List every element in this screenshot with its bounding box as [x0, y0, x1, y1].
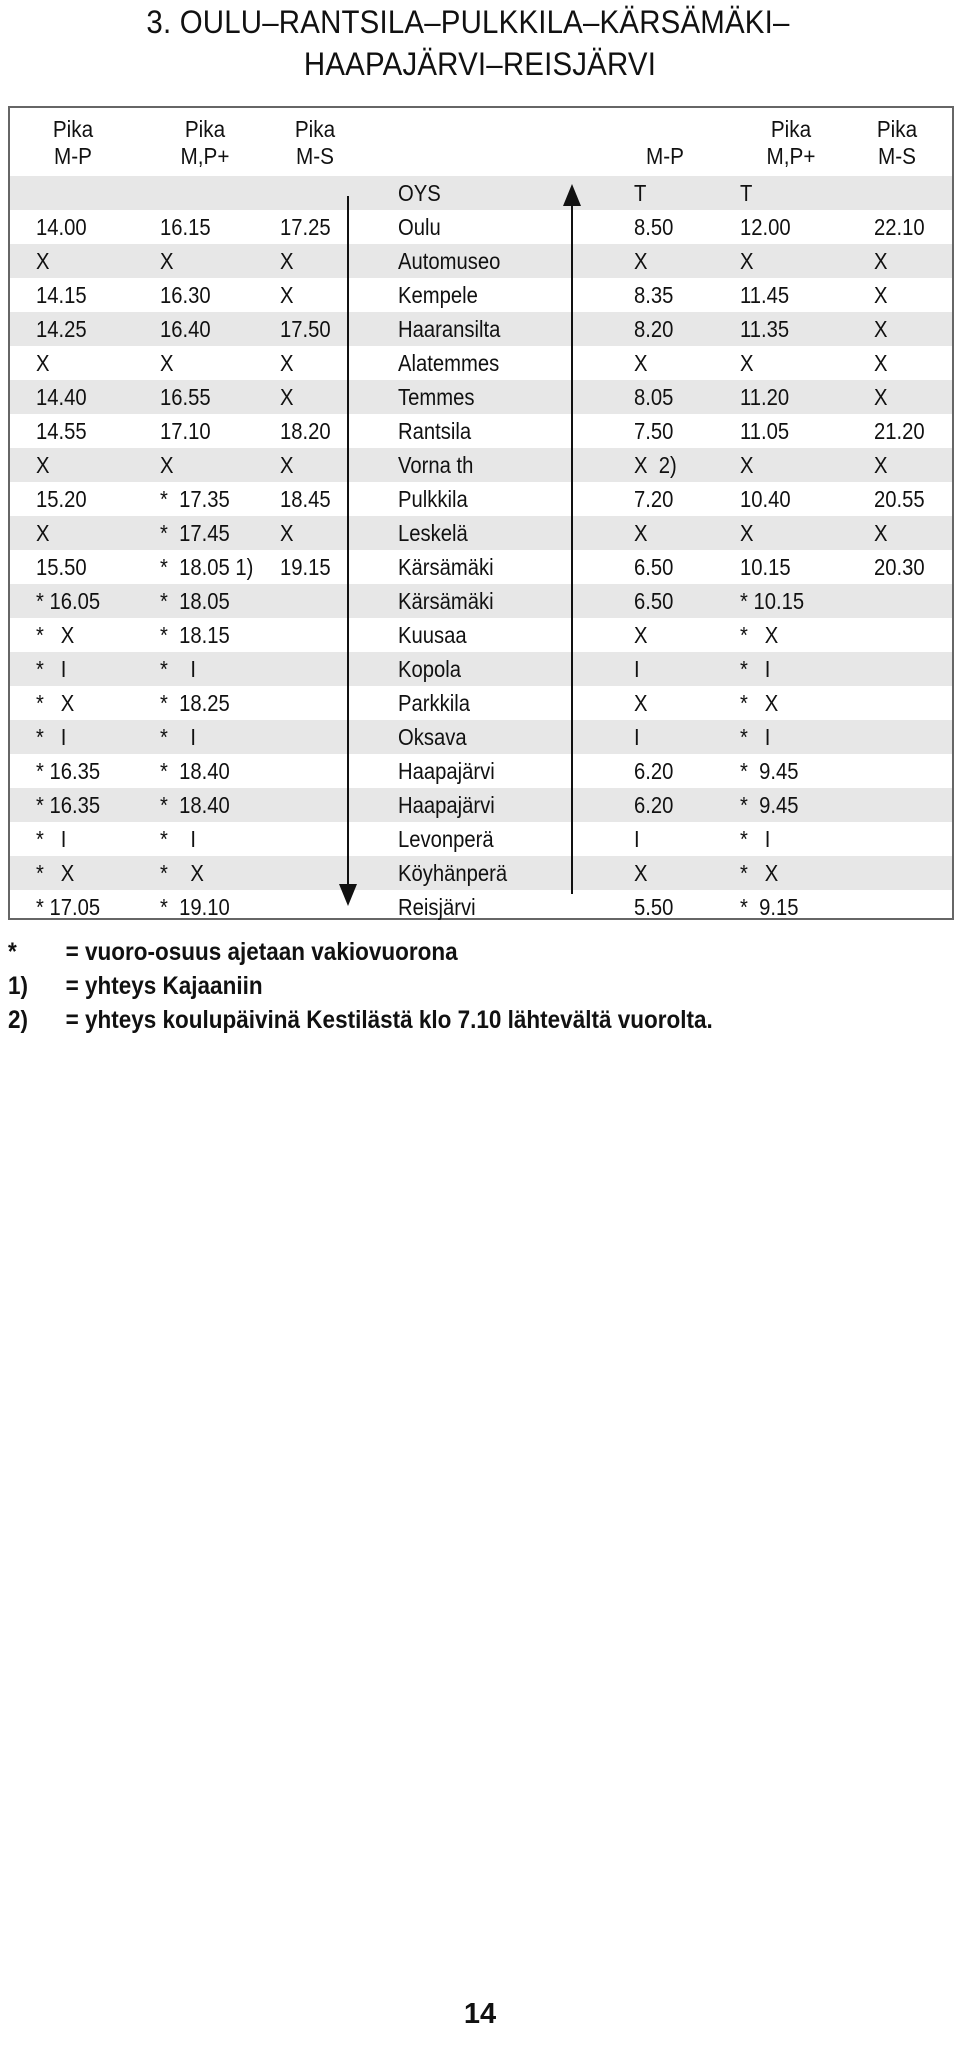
time-cell-c1: X	[36, 520, 50, 546]
time-cell-r3: X	[874, 282, 888, 308]
arrow-down-line	[347, 196, 349, 886]
header-col-r2	[751, 116, 832, 170]
time-cell-r3: 20.30	[874, 554, 925, 580]
time-cell-c1: 15.50	[36, 554, 87, 580]
legend-text: = yhteys koulupäivinä Kestilästä klo 7.10 lähtevältä vuorolta.	[65, 1006, 713, 1034]
stop-name: Kempele	[398, 282, 478, 308]
header-col-2-line-2: M,P+	[180, 143, 230, 169]
table-row	[10, 788, 952, 822]
time-cell-r2: 10.40	[740, 486, 791, 512]
time-cell-r3: 20.55	[874, 486, 925, 512]
time-cell-c2: * 18.05	[160, 588, 230, 614]
time-cell-c1: * I	[36, 724, 67, 750]
time-cell-r3: X	[874, 520, 888, 546]
time-cell-r1: X	[634, 350, 648, 376]
time-cell-c1: 14.15	[36, 282, 87, 308]
legend-symbol: 2)	[8, 1006, 29, 1034]
legend-text: = vuoro-osuus ajetaan vakiovuorona	[65, 938, 458, 966]
time-cell-r1: I	[634, 826, 640, 852]
table-row	[10, 686, 952, 720]
time-cell-c1: * 16.35	[36, 792, 101, 818]
time-cell-c2: * 18.05 1)	[160, 554, 254, 580]
time-cell-r1: 8.35	[634, 282, 674, 308]
time-cell-c2: X	[160, 350, 174, 376]
time-cell-c2: 16.30	[160, 282, 211, 308]
page-title-line-2: HAAPAJÄRVI–REISJÄRVI	[303, 46, 657, 82]
time-cell-c2: * 19.10	[160, 894, 230, 920]
header-col-2	[165, 116, 246, 170]
time-cell-c1: * 17.05	[36, 894, 101, 920]
stop-name: Vorna th	[398, 452, 474, 478]
time-cell-r2: 11.05	[740, 418, 790, 444]
time-cell-c3: X	[280, 282, 294, 308]
table-row	[10, 482, 952, 516]
time-cell-c2: * I	[160, 724, 196, 750]
time-cell-r1: 6.20	[634, 792, 674, 818]
header-col-3-line-1: Pika	[294, 116, 336, 142]
time-cell-c1: * I	[36, 826, 67, 852]
time-cell-r2: * 10.15	[740, 588, 805, 614]
legend-item	[8, 1006, 818, 1038]
time-cell-c1: 14.25	[36, 316, 87, 342]
time-cell-r1: X	[634, 860, 648, 886]
table-row	[10, 210, 952, 244]
table-row	[10, 380, 952, 414]
table-row	[10, 754, 952, 788]
time-cell-r2: 12.00	[740, 214, 791, 240]
stop-name: Haapajärvi	[398, 792, 495, 818]
time-cell-r1: 8.05	[634, 384, 674, 410]
time-cell-r1: 5.50	[634, 894, 674, 920]
time-cell-r2: 11.35	[740, 316, 790, 342]
time-cell-c2: * 18.25	[160, 690, 230, 716]
stop-name: Parkkila	[398, 690, 470, 716]
table-row	[10, 584, 952, 618]
time-cell-c2: X	[160, 248, 174, 274]
time-cell-r1: X	[634, 248, 648, 274]
time-cell-r2: * I	[740, 826, 771, 852]
time-cell-c3: 19.15	[280, 554, 331, 580]
header-col-1-line-1: Pika	[52, 116, 94, 142]
table-row	[10, 414, 952, 448]
time-cell-r1: I	[634, 724, 640, 750]
time-cell-r1: 8.50	[634, 214, 674, 240]
stop-name: Reisjärvi	[398, 894, 476, 920]
stop-name: Kärsämäki	[398, 554, 494, 580]
time-cell-r1: T	[634, 180, 647, 206]
time-cell-r2: 11.20	[740, 384, 790, 410]
table-row	[10, 822, 952, 856]
header-col-r2-line-2: M,P+	[766, 143, 816, 169]
time-cell-c2: * I	[160, 826, 196, 852]
stop-name: Köyhänperä	[398, 860, 508, 886]
time-cell-r1: 7.50	[634, 418, 674, 444]
time-cell-r2: 10.15	[740, 554, 791, 580]
arrow-up-line	[571, 204, 573, 894]
time-cell-r1: 6.50	[634, 554, 674, 580]
time-cell-c3: X	[280, 350, 294, 376]
header-col-2-line-1: Pika	[184, 116, 226, 142]
time-cell-c2: * I	[160, 656, 196, 682]
time-cell-r2: X	[740, 248, 754, 274]
time-cell-r2: * 9.45	[740, 792, 799, 818]
time-cell-c3: 18.45	[280, 486, 331, 512]
time-cell-r2: * 9.45	[740, 758, 799, 784]
time-cell-r2: * I	[740, 724, 771, 750]
time-cell-c1: 14.55	[36, 418, 87, 444]
time-cell-r2: * X	[740, 622, 779, 648]
time-cell-c2: 16.40	[160, 316, 211, 342]
time-cell-r1: 8.20	[634, 316, 674, 342]
header-col-r3-line-1: Pika	[876, 116, 918, 142]
time-cell-r2: X	[740, 520, 754, 546]
time-cell-r1: X	[634, 622, 648, 648]
legend-item	[8, 938, 818, 970]
stop-name: Oksava	[398, 724, 467, 750]
table-row	[10, 890, 952, 924]
header-col-3	[275, 116, 356, 170]
header-col-r2-line-1: Pika	[770, 116, 812, 142]
legend-text: = yhteys Kajaaniin	[65, 972, 263, 1000]
arrow-up-icon	[563, 184, 581, 206]
table-row	[10, 856, 952, 890]
table-row	[10, 312, 952, 346]
time-cell-r2: 11.45	[740, 282, 790, 308]
time-cell-c1: 15.20	[36, 486, 87, 512]
time-cell-c3: 17.50	[280, 316, 331, 342]
stop-name: Pulkkila	[398, 486, 468, 512]
header-col-r1-line-2: M-P	[646, 143, 684, 169]
table-row	[10, 618, 952, 652]
stop-name: Oulu	[398, 214, 441, 240]
stop-name: Haaransilta	[398, 316, 501, 342]
time-cell-r3: X	[874, 316, 888, 342]
time-cell-r1: X	[634, 690, 648, 716]
table-row	[10, 516, 952, 550]
table-row	[10, 652, 952, 686]
time-cell-r2: * X	[740, 860, 779, 886]
stop-name: Kuusaa	[398, 622, 467, 648]
table-row	[10, 176, 952, 210]
time-cell-c2: X	[160, 452, 174, 478]
time-cell-c2: * X	[160, 860, 204, 886]
legend-symbol: *	[8, 938, 17, 966]
time-cell-r2: X	[740, 350, 754, 376]
header-col-1	[33, 116, 114, 170]
time-cell-c2: * 17.35	[160, 486, 230, 512]
time-cell-r2: * I	[740, 656, 771, 682]
time-cell-c2: * 18.15	[160, 622, 230, 648]
time-cell-c2: * 18.40	[160, 758, 230, 784]
time-cell-r2: * 9.15	[740, 894, 799, 920]
time-cell-c1: * X	[36, 690, 75, 716]
table-row	[10, 346, 952, 380]
time-cell-r3: X	[874, 384, 888, 410]
header-col-r1	[625, 116, 706, 170]
stop-name: Automuseo	[398, 248, 501, 274]
time-cell-r3: 21.20	[874, 418, 925, 444]
header-col-r3-line-2: M-S	[878, 143, 916, 169]
time-cell-r2: T	[740, 180, 753, 206]
time-cell-c1: X	[36, 452, 50, 478]
time-cell-r1: 6.20	[634, 758, 674, 784]
time-cell-c1: X	[36, 350, 50, 376]
table-row	[10, 550, 952, 584]
stop-name: Rantsila	[398, 418, 472, 444]
time-cell-c2: * 18.40	[160, 792, 230, 818]
time-cell-r3: 22.10	[874, 214, 925, 240]
time-cell-c1: * 16.05	[36, 588, 101, 614]
stop-name: OYS	[398, 180, 441, 206]
time-cell-c2: 16.15	[160, 214, 211, 240]
time-cell-r1: X	[634, 520, 648, 546]
time-cell-c1: * 16.35	[36, 758, 101, 784]
time-cell-c3: X	[280, 248, 294, 274]
time-cell-c3: X	[280, 384, 294, 410]
time-cell-c1: * I	[36, 656, 67, 682]
header-col-1-line-2: M-P	[54, 143, 92, 169]
legend-symbol: 1)	[8, 972, 29, 1000]
stop-name: Levonperä	[398, 826, 494, 852]
table-row	[10, 278, 952, 312]
time-cell-c3: X	[280, 452, 294, 478]
table-row	[10, 448, 952, 482]
table-row	[10, 244, 952, 278]
time-cell-r3: X	[874, 248, 888, 274]
arrow-down-icon	[339, 884, 357, 906]
time-cell-r3: X	[874, 452, 888, 478]
stop-name: Alatemmes	[398, 350, 500, 376]
time-cell-c2: 16.55	[160, 384, 211, 410]
time-cell-c2: * 17.45	[160, 520, 230, 546]
stop-name: Kopola	[398, 656, 462, 682]
time-cell-c3: X	[280, 520, 294, 546]
time-cell-c1: * X	[36, 622, 75, 648]
time-cell-c3: 18.20	[280, 418, 331, 444]
stop-name: Kärsämäki	[398, 588, 494, 614]
page-number: 14	[463, 1998, 497, 2030]
stop-name: Temmes	[398, 384, 475, 410]
time-cell-r1: X 2)	[634, 452, 677, 478]
stop-name: Leskelä	[398, 520, 468, 546]
header-col-r3	[857, 116, 938, 170]
time-cell-r1: 7.20	[634, 486, 674, 512]
time-cell-c1: 14.40	[36, 384, 87, 410]
time-cell-r2: X	[740, 452, 754, 478]
timetable	[8, 106, 954, 920]
header-col-3-line-2: M-S	[296, 143, 334, 169]
time-cell-c3: 17.25	[280, 214, 331, 240]
stop-name: Haapajärvi	[398, 758, 495, 784]
time-cell-r3: X	[874, 350, 888, 376]
page-title-line-1: 3. OULU–RANTSILA–PULKKILA–KÄRSÄMÄKI–	[146, 4, 790, 40]
time-cell-c1: 14.00	[36, 214, 87, 240]
header-col-r1-line-1	[625, 116, 706, 143]
time-cell-r2: * X	[740, 690, 779, 716]
time-cell-c1: * X	[36, 860, 75, 886]
legend-item	[8, 972, 818, 1004]
time-cell-c2: 17.10	[160, 418, 211, 444]
time-cell-r1: I	[634, 656, 640, 682]
time-cell-c1: X	[36, 248, 50, 274]
time-cell-r1: 6.50	[634, 588, 674, 614]
table-row	[10, 720, 952, 754]
